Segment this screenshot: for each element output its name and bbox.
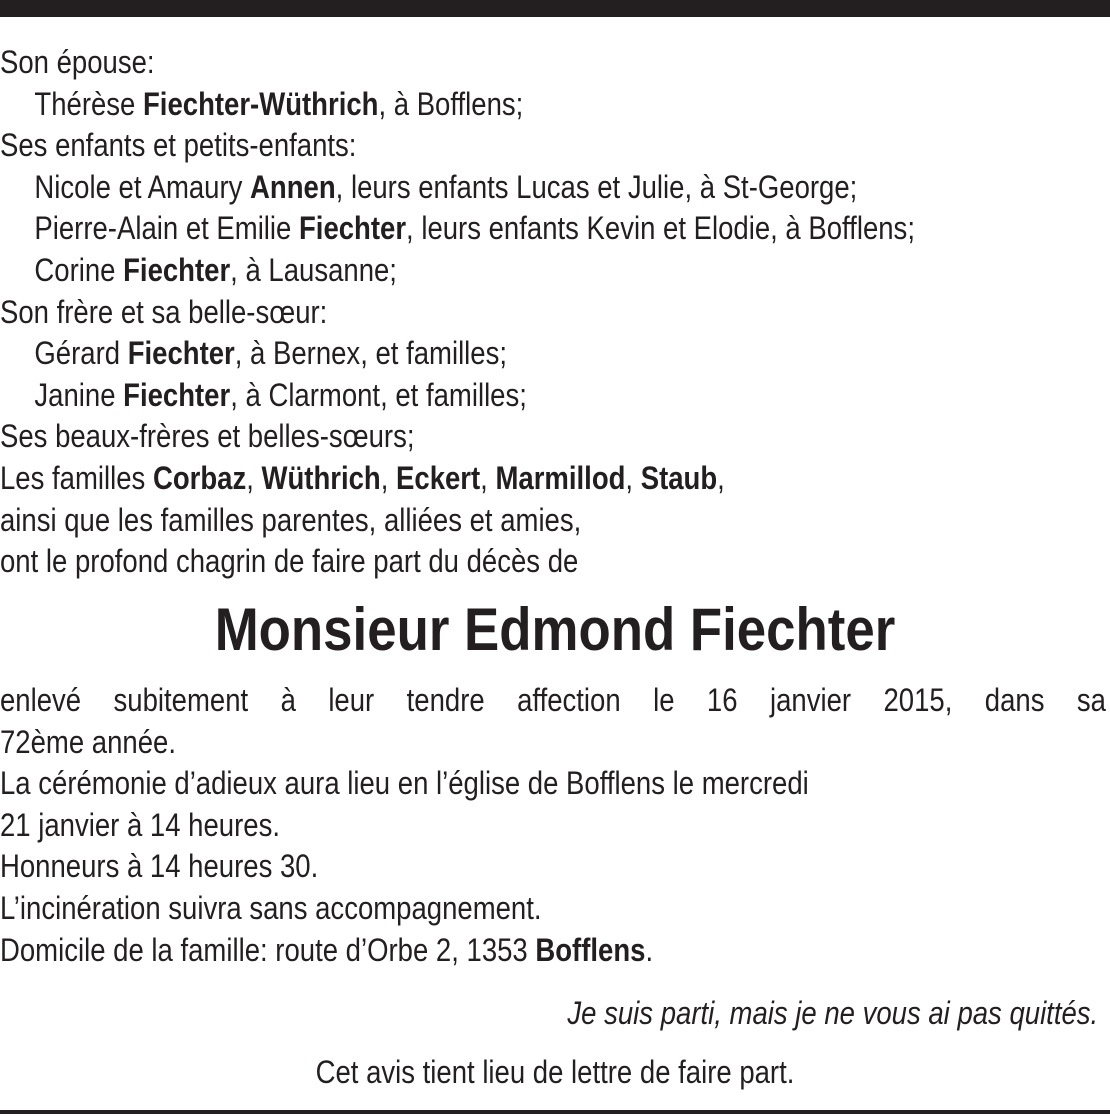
families-separator: , — [246, 459, 262, 496]
domicile-place: Bofflens — [535, 931, 646, 968]
sibling-last: Fiechter — [123, 376, 231, 413]
child-first: Nicole et Amaury — [34, 168, 251, 205]
siblings-heading: Son frère et sa belle-sœur: — [0, 293, 328, 330]
closing-note: Cet avis tient lieu de lettre de faire part. — [315, 1054, 795, 1090]
ceremony-line: La cérémonie d’adieux aura lieu en l’église de Bofflens le mercredi — [0, 765, 809, 802]
child-line — [0, 250, 951, 292]
spouse-rest: , à Bofflens; — [378, 85, 524, 122]
sibling-line — [0, 333, 951, 375]
domicile-prefix: Domicile de la famille: route d’Orbe 2, 1353 — [0, 931, 536, 968]
domicile-line — [0, 930, 1106, 972]
child-first: Pierre-Alain et Emilie — [34, 210, 299, 247]
deceased-name: Monsieur Edmond Fiechter — [214, 596, 896, 663]
child-line — [0, 208, 951, 250]
ceremony-date-line: 21 janvier à 14 heures. — [0, 806, 280, 843]
families-separator: , — [625, 459, 641, 496]
family-name: Wüthrich — [261, 459, 381, 496]
family-name: Corbaz — [152, 459, 247, 496]
sibling-rest: , à Clarmont, et familles; — [230, 376, 527, 413]
farewell-quote: Je suis parti, mais je ne vous ai pas quittés. — [567, 995, 1098, 1031]
families-line — [0, 458, 951, 500]
child-rest: , à Lausanne; — [230, 251, 397, 288]
spouse-last: Fiechter-Wüthrich — [143, 85, 379, 122]
cremation-line: L’incinération suivra sans accompagnement. — [0, 889, 542, 926]
child-line — [0, 167, 951, 209]
children-heading: Ses enfants et petits-enfants: — [0, 127, 357, 164]
sibling-rest: , à Bernex, et familles; — [234, 335, 508, 372]
spouse-line — [0, 84, 951, 126]
child-last: Fiechter — [298, 210, 407, 247]
honours-line: Honneurs à 14 heures 30. — [0, 848, 319, 885]
spouse-first: Thérèse — [34, 85, 144, 122]
sibling-line — [0, 375, 951, 417]
in-laws-line: Ses beaux-frères et belles-sœurs; — [0, 418, 415, 455]
age-line: 72ème année. — [0, 723, 176, 760]
announcement-line: ont le profond chagrin de faire part du décès de — [0, 543, 579, 580]
death-line: enlevé subitement à leur tendre affection le 16 janvier 2015, dans sa — [0, 682, 1106, 718]
sibling-first: Gérard — [34, 335, 128, 372]
family-name: Marmillod — [495, 459, 626, 496]
child-last: Annen — [250, 168, 336, 205]
child-rest: , leurs enfants Lucas et Julie, à St-George; — [335, 168, 858, 205]
details-block — [0, 680, 1106, 971]
families-separator: , — [480, 459, 496, 496]
child-first: Corine — [34, 251, 124, 288]
families-end: , — [717, 459, 725, 496]
sibling-first: Janine — [34, 376, 124, 413]
sibling-last: Fiechter — [127, 335, 235, 372]
child-last: Fiechter — [123, 251, 231, 288]
family-name: Staub — [640, 459, 718, 496]
domicile-end: . — [645, 931, 654, 968]
families-prefix: Les familles — [0, 459, 153, 496]
bottom-rule — [0, 1110, 1110, 1114]
family-name: Eckert — [396, 459, 481, 496]
relatives-line: ainsi que les familles parentes, alliées et amies, — [0, 501, 582, 538]
child-rest: , leurs enfants Kevin et Elodie, à Bofflens; — [406, 210, 915, 247]
families-separator: , — [380, 459, 397, 496]
family-list — [0, 42, 951, 583]
top-rule — [0, 0, 1110, 17]
spouse-heading: Son épouse: — [0, 44, 155, 80]
